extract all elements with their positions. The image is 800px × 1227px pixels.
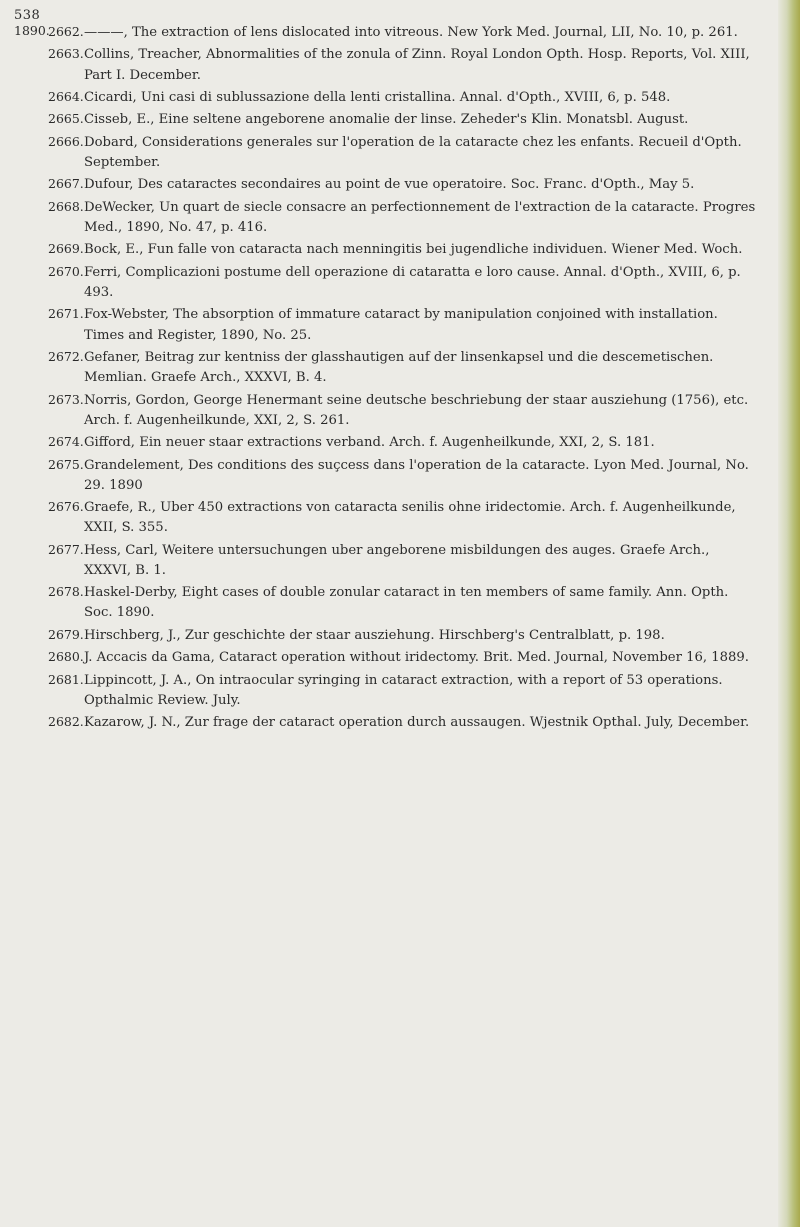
entry-number: 2678. (48, 584, 84, 600)
entry-number: 2664. (48, 88, 84, 104)
bibliography-entry (0, 132, 770, 173)
page-number: 538 (14, 8, 41, 23)
entry-text: Dobard, Considerations generales sur l'operation de la cataracte chez les enfants. Recueil d'Opth. September. (84, 134, 742, 170)
entry-text: Lippincott, J. A., On intraocular syringing in cataract extraction, with a report of 53 operations. Opthalmic Review. July. (84, 672, 723, 708)
entry-text: J. Accacis da Gama, Cataract operation without iridectomy. Brit. Med. Journal, November 16, 1889. (84, 650, 749, 666)
entry-number: 2677. (48, 541, 84, 557)
entry-number: 2666. (48, 133, 84, 149)
entry-number: 2674. (48, 434, 84, 450)
entry-text: Gefaner, Beitrag zur kentniss der glasshautigen auf der linsenkapsel und die descemetischen. Memlian. Graefe Arch., XXXVI, B. 4. (84, 349, 714, 386)
page-edge (778, 0, 800, 1227)
entry-number: 2673. (48, 391, 84, 407)
entry-number: 2679. (48, 626, 84, 642)
entry-text: Hess, Carl, Weitere untersuchungen uber angeborene misbildungen des auges. Graefe Arch., XXXVI, B. 1. (84, 542, 710, 578)
bibliography-entry (0, 174, 770, 195)
entry-text: ———, The extraction of lens dislocated into vitreous. New York Med. Journal, LII, No. 10, p. 261. (84, 25, 738, 40)
entry-number: 2668. (48, 198, 84, 214)
bibliography-entry (0, 262, 770, 303)
entry-number: 2682. (48, 714, 84, 730)
bibliography-entry (0, 109, 770, 130)
bibliography-entry (0, 455, 770, 496)
entry-text: Bock, E., Fun falle von cataracta nach menningitis bei jugendliche individuen. Wiener Med. Woch. (84, 242, 743, 258)
entry-text: Norris, Gordon, George Henermant seine deutsche beschriebung der staar ausziehung (1756), etc. Arch. f. Augenheilkunde, XXI, 2, S. 261. (84, 392, 749, 428)
entry-number: 2676. (48, 499, 84, 515)
bibliography-entry (0, 625, 770, 646)
entry-text: Kazarow, J. N., Zur frage der cataract operation durch aussaugen. Wjestnik Opthal. July, December. (84, 715, 750, 731)
entry-number: 2672. (48, 348, 84, 364)
entry-number: 2681. (48, 671, 84, 687)
bibliography-list (0, 22, 770, 735)
bibliography-entry (0, 670, 770, 711)
entry-text: DeWecker, Un quart de siecle consacre an perfectionnement de l'extraction de la cataracte. Progres Med., 1890, No. 47, p. 416. (84, 199, 756, 235)
entry-number: 2675. (48, 456, 84, 472)
entry-text: Dufour, Des cataractes secondaires au point de vue operatoire. Soc. Franc. d'Opth., May 5. (84, 177, 695, 193)
entry-number: 2671. (48, 306, 84, 322)
entry-text: Fox-Webster, The absorption of immature cataract by manipulation conjoined with installation. Times and Register, 1890, No. 25. (84, 307, 718, 343)
entry-text: Cisseb, E., Eine seltene angeborene anomalie der linse. Zeheder's Klin. Monatsbl. August. (84, 112, 689, 128)
bibliography-entry (0, 390, 770, 431)
entry-text: Ferri, Complicazioni postume dell operazione di cataratta e loro cause. Annal. d'Opth., XVIII, 6, p. 493. (84, 264, 741, 300)
bibliography-entry (0, 44, 770, 85)
bibliography-entry (0, 22, 770, 43)
entry-text: Graefe, R., Uber 450 extractions von cataracta senilis ohne iridectomie. Arch. f. Augenheilkunde, XXII, S. 355. (84, 500, 736, 536)
entry-number: 2667. (48, 176, 84, 192)
entry-text: Gifford, Ein neuer staar extractions verband. Arch. f. Augenheilkunde, XXI, 2, S. 181. (84, 435, 655, 451)
bibliography-entry (0, 540, 770, 581)
entry-text: Grandelement, Des conditions des suçcess dans l'operation de la cataracte. Lyon Med. Journal, No. 29. 1890 (84, 457, 749, 493)
entry-number: 2680. (48, 649, 84, 665)
bibliography-entry (0, 239, 770, 260)
bibliography-entry (0, 712, 770, 733)
bibliography-entry (0, 197, 770, 238)
bibliography-entry (0, 497, 770, 538)
entry-number: 2665. (48, 111, 84, 127)
entry-text: Hirschberg, J., Zur geschichte der staar ausziehung. Hirschberg's Centralblatt, p. 198. (84, 627, 665, 643)
bibliography-entry (0, 647, 770, 668)
entry-text: Collins, Treacher, Abnormalities of the zonula of Zinn. Royal London Opth. Hosp. Reports, Vol. XIII, Part I. December. (84, 47, 750, 83)
entry-text: Cicardi, Uni casi di sublussazione della lenti cristallina. Annal. d'Opth., XVIII, 6, p. 548. (84, 89, 671, 105)
entry-text: Haskel-Derby, Eight cases of double zonular cataract in ten members of same family. Ann. Opth. Soc. 1890. (84, 585, 729, 621)
bibliography-entry (0, 582, 770, 623)
bibliography-entry (0, 432, 770, 453)
entry-number: 2670. (48, 263, 84, 279)
entry-number: 2663. (48, 46, 84, 62)
bibliography-entry (0, 87, 770, 108)
year-label: 1890. (14, 23, 50, 38)
entry-number: 2669. (48, 241, 84, 257)
bibliography-entry (0, 347, 770, 388)
bibliography-entry (0, 304, 770, 345)
entry-number: 2662. (48, 24, 84, 39)
